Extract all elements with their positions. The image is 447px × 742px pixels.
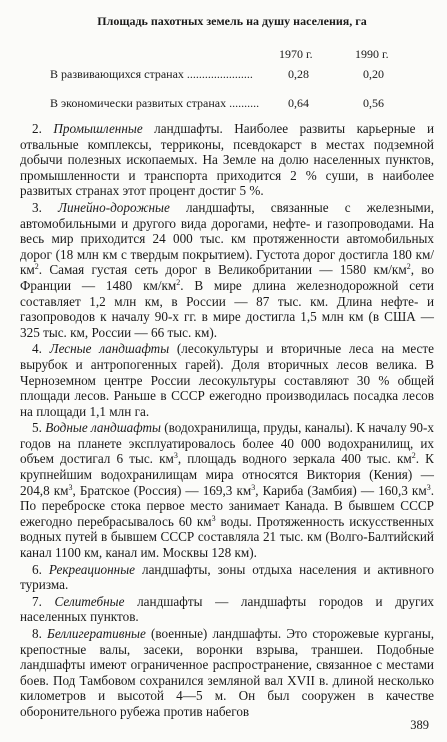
superscript: 3 (173, 451, 178, 461)
term: Селитебные (54, 593, 125, 609)
superscript: 3 (251, 482, 256, 492)
paragraph-text: (военные) ландшафты. Это сторожевые курганы, крепостные валы, засеки, воронки взрыва, траншеи. Подобные ландшафты имеют ограниченное распространение, связанное с местами боев. Под Тамбовом сохранился земляной вал XVII в. длиной несколько километров и высотой 4—5 м. Он был сооружен в качестве оборонительного рубежа против набегов (20, 626, 434, 719)
paragraph-text: (лесокультуры и вторичные леса на месте вырубок и антропогенных гарей). Доля вторичных лесов велика. В Черноземном центре России лесокультуры составляют 30 % общей площади лесов. Раньше в СССР ежегодно производилась посадка лесов на площади 1,1 млн га. (20, 341, 435, 419)
table-row (20, 95, 434, 111)
row-label: В экономически развитых странах .......... (50, 96, 260, 110)
table-col-1970: 1970 г. (279, 47, 313, 61)
paragraph-recreation (20, 562, 434, 593)
term: Рекреационные (48, 561, 136, 577)
paragraph-number: 4. (32, 341, 50, 357)
paragraph-text: ландшафты. Наиболее развиты карьерные и отвальные комплексы, терриконы, псевдокарст в местах подземной добычи полезных ископаемых. На Земле на долю населенных пунктов, промышленности и транспорта приходится 2 % суши, в наиболее развитых странах этот процент достиг 5 %. (20, 121, 434, 199)
term: Беллигеративные (47, 626, 146, 641)
table-row (20, 66, 434, 82)
row-value-1970: 0,64 (288, 96, 309, 110)
superscript: 3 (68, 482, 73, 492)
paragraph-text: ландшафты — ландшафты городов и других населенных пунктов. (20, 593, 435, 625)
paragraph-text: . Самая густая сеть дорог в Великобритании — 1580 км/км (38, 262, 407, 278)
paragraph-number: 5. (32, 420, 46, 436)
paragraph-text: воды. Протяженность искусственных водных путей в бывшем СССР составляла 21 тыс. км (Волго-Балтийский канал 1100 км, канал им. Москвы 128 км). (20, 513, 434, 561)
paragraph-text: , площадь водного зеркала 400 тыс. км (177, 451, 412, 467)
page-number: 389 (410, 718, 429, 732)
term: Линейно-дорожные (58, 199, 170, 215)
paragraph-water (20, 420, 434, 560)
term: Лесные ландшафты (49, 341, 170, 357)
row-value-1990: 0,56 (363, 96, 384, 110)
table-title: Площадь пахотных земель на душу населения, га (97, 14, 367, 28)
paragraph-number: 7. (32, 593, 55, 609)
paragraph-residential (20, 594, 434, 625)
superscript: 2 (34, 262, 39, 272)
term: Водные ландшафты (45, 420, 161, 436)
paragraph-text: ландшафты, связанные с железными, автомобильными и другого вида дорогами, нефте- и газопроводами. На весь мир приходится 24 000 тыс. км протяженности автомобильных дорог (18 млн км с твердым покрытием). Густота дорог достигла 180 км/км (20, 199, 435, 278)
superscript: 2 (406, 262, 411, 272)
table-header (20, 47, 434, 64)
paragraph-text: , во Франции — 1480 км/км (20, 262, 435, 293)
paragraph-text: (водохранилища, пруды, каналы). К началу 90-х годов на планете эксплуатировалось более 40 000 водохранилищ, их объем достигал 6 тыс. км (20, 420, 435, 467)
paragraph-text: . В мире длина железнодорожной сети составляет 1,2 млн км, в России — 87 тыс. км. Длина нефте- и газопроводов к началу 90-х гг. в мире достигла 1,5 млн км (в США — 325 тыс. км, России — 66 тыс. км). (20, 277, 434, 340)
paragraph-number: 8. (32, 626, 48, 641)
paragraph-military (20, 626, 434, 720)
paragraph-number: 2. (32, 121, 54, 136)
superscript: 3 (426, 482, 431, 492)
paragraph-text: , Кариба (Замбия) — 160,3 км (255, 482, 427, 498)
superscript: 2 (411, 451, 416, 461)
paragraph-forest (20, 341, 434, 419)
table-col-1990: 1990 г. (355, 47, 389, 61)
row-value-1970: 0,28 (288, 67, 309, 81)
paragraph-number: 6. (32, 561, 49, 577)
superscript: 2 (176, 277, 181, 287)
paragraph-industrial (20, 121, 434, 199)
paragraph-number: 3. (32, 199, 59, 215)
row-label: В развивающихся странах ...................... (50, 67, 253, 81)
row-value-1990: 0,20 (363, 67, 384, 81)
superscript: 3 (211, 513, 216, 523)
paragraph-roads (20, 200, 434, 340)
term: Промышленные (53, 121, 143, 136)
body-text (20, 121, 434, 720)
paragraph-text: . По переброске стока первое место занимает Канада. В бывшем СССР ежегодно перебрасывалось 60 км (20, 482, 434, 529)
paragraph-text: . К крупнейшим водохранилищам мира относятся Виктория (Кения) — 204,8 км (20, 451, 434, 498)
paragraph-text: , Братское (Россия) — 169,3 км (72, 482, 252, 498)
page-content (20, 14, 434, 720)
paragraph-text: ландшафты, зоны отдыха населения и активного туризма. (20, 561, 435, 593)
